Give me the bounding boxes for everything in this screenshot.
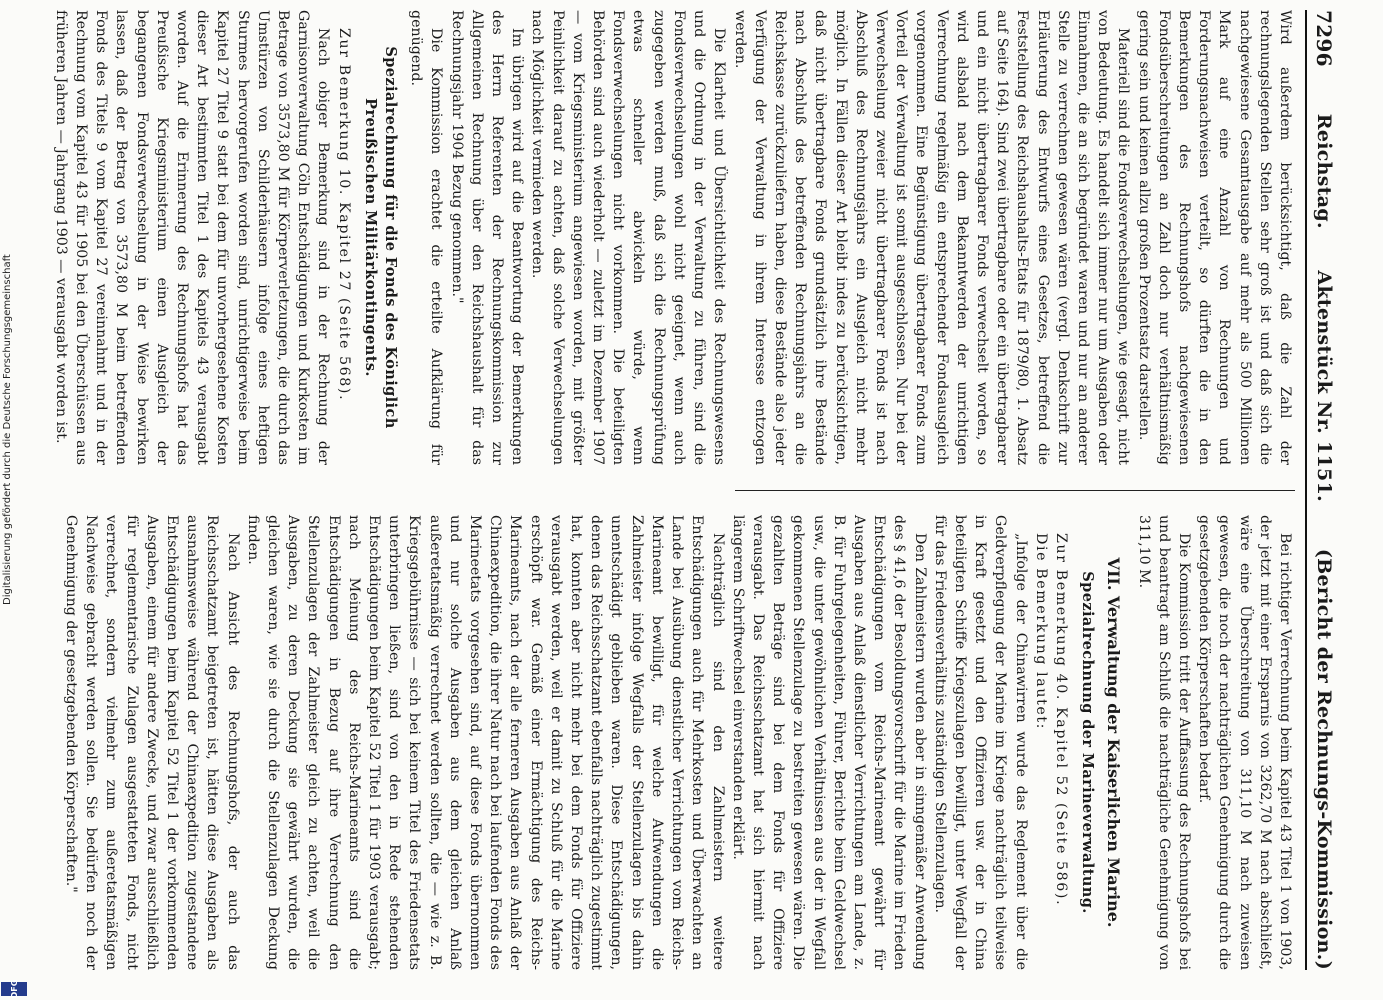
rotated-page-content [51, 10, 1341, 970]
page-number: 7296 [1312, 10, 1336, 67]
paragraph: Die Kommission erachtet die erteilte Aufklärung für genügend. [408, 10, 445, 465]
left-column [52, 10, 1295, 465]
paragraph: Im übrigen wird auf die Beantwortung der Bemerkungen des Herrn Referenten der Rechnungskommission zur Allgemeinen Rechnung über den Reichshaushalt für das Rechnungsjahr 1904 Bezug genommen." [448, 10, 526, 465]
quoted-paragraph: Nach Ansicht des Rechnungshofs, der auch das Reichsschatzamt beigetreten ist, hätten diese Ausgaben als ausnahmsweise während der Chinaexpedition zugestandene Entschädigungen beim Kapitel 52 Titel 1 der vorkommenden Ausgaben, einem für andere Zwecke, und zwar ausschließlich für reglementarische Zulagen ausgestatteten Fonds, nicht verrechnet, sondern vielmehr zum außeretatsmäßigen Nachweise gebracht werden sollen. Sie bedürfen noch der Genehmigung der gesetzgebenden Körperschaften." [63, 515, 241, 970]
header-title [1313, 67, 1335, 549]
paragraph: Die Klarheit und Übersichtlichkeit des Rechnungswesens und die Ordnung in der Verwaltung zu führen, sind die Fondsverwechselungen wohl nicht geeignet, wenn auch zugegeben werden muß, daß sich die Rechnungsprüfung etwas schneller abwickeln würde, wenn Fondsverwechselungen nicht vorkommen. Die beteiligten Behörden sind auch wiederholt — zuletzt im Dezember 1907 — vom Kriegsministerium angewiesen worden, mit größter Peinlichkeit darauf zu achten, daß solche Verwechselungen nach Möglichkeit vermieden werden. [529, 10, 728, 465]
section-reference: Zur Bemerkung 40. Kapitel 52 (Seite 586). [1052, 533, 1069, 907]
section-title: Spezialrechnung für die Fonds des Königlich Preußischen Militärkontingents. [361, 46, 400, 429]
header-publication: Reichstag. [1313, 113, 1335, 229]
paragraph: Die Kommission tritt der Auffassung des Rechnungshofs bei und beantragt am Schluß die nachträgliche Genehmigung von 311,10 M. [1135, 515, 1192, 970]
paragraph: Materiell sind die Fondsverwechselungen, wie gesagt, nicht von Bedeutung. Es handelt sich immer nur um Ausgaben oder Einnahmen, die an sich begründet waren und nur an anderer Stelle zu verrechnen gewesen wären (vergl. Denkschrift zur Erläuterung des Entwurfs eines Gesetzes, betreffend die Feststellung des Reichshaushalts-Etats für 1879/80, 1. Absatz auf Seite 164). Sind zwei übertragbare oder ein übertragbarer und ein nicht übertragbarer Fonds verwechselt worden, so wird alsbald nach dem Bekanntwerden der unrichtigen Verrechnung regelmäßig ein entsprechender Fondsausgleich vorgenommen. Eine Begünstigung übertragbarer Fonds zum Vorteil der Verwaltung ist somit ausgeschlossen. Nur bei der Verwechselung zweier nicht übertragbarer Fonds ist nach Abschluß des Rechnungsjahrs ein Ausgleich nicht mehr möglich. In Fällen dieser Art bleibt indes zu berücksichtigen, daß nicht übertragbare Fonds grundsätzlich ihre Bestände nach Abschluß des betreffenden Rechnungsjahrs an die Reichskasse zurückzuliefern haben, diese Bestände also jeder Verfügung der Verwaltung in ihrem Interesse entzogen werden. [731, 10, 1132, 465]
header-report: (Bericht der Rechnungs-Kommission.) [1313, 548, 1335, 970]
quoted-paragraph: Den Zahlmeistern wurden aber in sinngemäßer Anwendung des § 41,6 der Besoldungsvorschrift für die Marine im Frieden Entschädigungen vom Reichs-Marineamt gewährt für Ausgaben aus Anlaß dienstlicher Verrichtungen am Lande, z. B. für Fuhrgelegenheiten, Führer, Berichte beim Geldwechsel usw., die unter gewöhnlichen Verhältnissen aus der in Wegfall gekommenen Stellenzulage zu bestreiten gewesen wären. Die gezahlten Beträge sind bei dem Fonds für Offiziere verausgabt. Das Reichsschatzamt hat sich hiermit nach längerem Schriftwechsel einverstanden erklärt. [729, 515, 928, 970]
section-reference: Zur Bemerkung 10. Kapitel 27 (Seite 568). [335, 28, 352, 402]
page-header [1305, 10, 1341, 970]
right-column [65, 515, 1295, 970]
column-divider [735, 490, 1295, 491]
paragraph: Nach obiger Bemerkung sind in der Rechnung der Garnisonverwaltung Cöln Entschädigungen und Kurkosten im Betrage von 3573,80 M für Körperverletzungen, die durch das Umstürzen von Schilderhäusern infolge eines heftigen Sturmes hervorgerufen worden sind, unrichtigerweise beim Kapitel 27 Titel 9 statt bei dem für unvorhergesehene Kosten dieser Art bestimmten Titel 1 des Kapitels 43 verausgabt worden. Auf die Erinnerung des Rechnungshofs hat das Preußische Kriegsministerium einen Ausgleich der begangenen Fondsverwechselung in der Weise bewirken lassen, daß der Betrag von 3573,80 M beim betreffenden Fonds des Titels 9 vom Kapitel 27 vereinnahmt und in der Rechnung vom Kapitel 43 für 1905 bei den Überschüssen aus früheren Jahren — Jahrgang 1903 — verausgabt worden ist. [52, 10, 332, 465]
paragraph: Bei richtiger Verrechnung beim Kapitel 43 Titel 1 von 1903, der jetzt mit einer Ersparnis von 3262,70 M nach abschließt, wäre eine Überschreitung von 311,10 M nach zuweisen gewesen, die noch der nachträglichen Genehmigung durch die gesetzgebenden Körperschaften bedarf. [1196, 515, 1293, 970]
digitization-note: Digitalisierung gefördert durch die Deutsche Forschungsgemeinschaft [2, 254, 13, 605]
quoted-paragraph: „Infolge der Chinawirren wurde das Reglement über die Geldverpflegung der Marine im Kriege nachträglich teilweise in Kraft gesetzt und den Offizieren usw. der in China beteiligten Schiffe Kriegszulagen bewilligt, unter Wegfall der für das Friedensverhältnis zuständigen Stellenzulagen. [931, 515, 1029, 970]
dfg-logo: DFG [1, 982, 27, 996]
section-subtitle: Spezialrechnung der Marineverwaltung. [1079, 571, 1097, 914]
paragraph: Wird außerdem berücksichtigt, daß die Zahl der rechnungslegenden Stellen sehr groß ist und daß sich die nachgewiesene Gesamtausgabe auf mehr als 500 Millionen Mark auf eine Anzahl von Rechnungen und Forderungsnachweisen verteilt, so dürften die in den Bemerkungen des Rechnungshofs nachgewiesenen Fondsüberschreitungen an Zahl doch nur verhältnismäßig gering sein und keinen allzu großen Prozentsatz darstellen. [1135, 10, 1293, 465]
section-intro: Die Bemerkung lautet: [1032, 533, 1049, 731]
quoted-paragraph: Nachträglich sind den Zahlmeistern weitere Entschädigungen auch für Mehrkosten und Überwachten an Lande bei Ausübung dienstlicher Verrichtungen vom Reichs-Marineamt bewilligt, für welche Aufwendungen die Zahlmeister infolge Wegfalls der Stellenzulagen bis dahin unentschädigt geblieben waren. Diese Entschädigungen, denen das Reichsschatzamt ebenfalls nachträglich zugestimmt hat, konnten aber nicht mehr bei dem Fonds für Offiziere verausgabt werden, weil er damit zu Schluß für die Marine erschöpft war. Gemäß einer Ermächtigung des Reichs-Marineamts, nach der alle ferneren Ausgaben aus Anlaß der Chinaexpedition, die ihrer Natur nach bei laufenden Fonds des Marineetats vorgesehen sind, auf diese Fonds übernommen und nur solche Ausgaben aus dem gleichen Anlaß außeretatsmäßig verrechnet werden sollten, die — wie z. B. Kriegsgebührnisse — sich bei keinem Titel des Friedensetats unterbringen ließen, sind von den in Rede stehenden Entschädigungen beim Kapitel 52 Titel 1 für 1903 verausgabt; nach Meinung des Reichs-Marineamts sind die Entschädigungen in Bezug auf ihre Verrechnung den Stellenzulagen der Zahlmeister gleich zu achten, weil die Ausgaben, zu deren Deckung sie gewährt wurden, die gleichen waren, wie sie durch die Stellenzulagen Deckung finden. [244, 515, 726, 970]
header-document: Aktenstück Nr. 1151. [1313, 270, 1335, 503]
section-title: VII. Verwaltung der Kaiserlichen Marine. [1104, 557, 1124, 928]
